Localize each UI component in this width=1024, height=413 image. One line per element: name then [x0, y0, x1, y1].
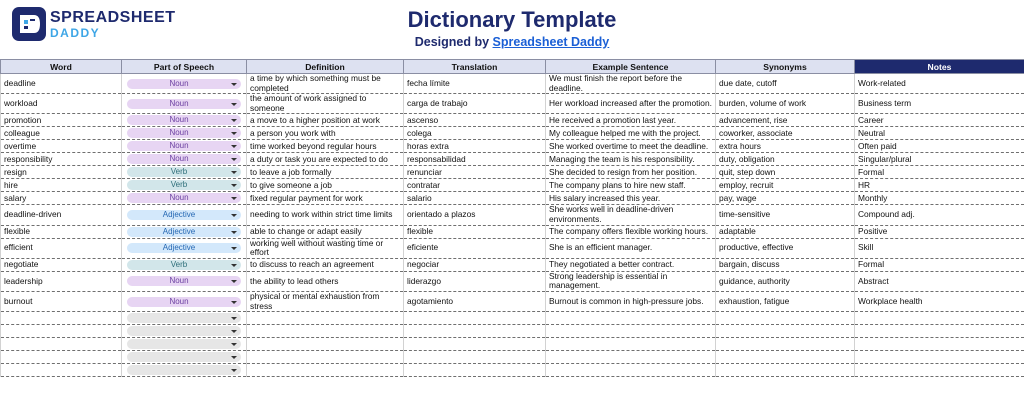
cell-word[interactable]: overtime: [1, 140, 122, 153]
empty-cell-example[interactable]: [546, 351, 716, 364]
cell-notes[interactable]: Monthly: [855, 192, 1024, 205]
part-of-speech-chip[interactable]: [127, 227, 241, 237]
cell-notes[interactable]: Often paid: [855, 140, 1024, 153]
dropdown-caret-icon[interactable]: [231, 356, 237, 359]
cell-part-of-speech[interactable]: [122, 205, 247, 225]
dropdown-caret-icon[interactable]: [231, 369, 237, 372]
cell-example[interactable]: My colleague helped me with the project.: [546, 127, 716, 140]
cell-part-of-speech[interactable]: [122, 94, 247, 114]
dropdown-caret-icon[interactable]: [231, 171, 237, 174]
column-header-notes[interactable]: Notes: [855, 60, 1024, 74]
cell-part-of-speech[interactable]: [122, 192, 247, 205]
empty-cell-synonyms[interactable]: [716, 351, 855, 364]
cell-translation[interactable]: negociar: [404, 258, 546, 271]
subtitle-prefix: Designed by: [414, 35, 493, 49]
cell-part-of-speech[interactable]: [122, 74, 247, 94]
empty-cell-synonyms[interactable]: [716, 325, 855, 338]
cell-word[interactable]: hire: [1, 179, 122, 192]
empty-table-row: [1, 351, 1024, 364]
part-of-speech-dropdown[interactable]: [127, 352, 241, 362]
cell-translation[interactable]: carga de trabajo: [404, 94, 546, 114]
cell-example[interactable]: His salary increased this year.: [546, 192, 716, 205]
cell-notes[interactable]: Singular/plural: [855, 153, 1024, 166]
cell-translation[interactable]: fecha límite: [404, 74, 546, 94]
part-of-speech-chip[interactable]: [127, 141, 241, 151]
cell-example[interactable]: Strong leadership is essential in management.: [546, 271, 716, 291]
dropdown-caret-icon[interactable]: [231, 343, 237, 346]
cell-notes[interactable]: Neutral: [855, 127, 1024, 140]
part-of-speech-label: Noun: [169, 78, 189, 88]
part-of-speech-dropdown[interactable]: [127, 339, 241, 349]
table-row: [1, 140, 1024, 153]
spreadsheet-daddy-link[interactable]: Spreadsheet Daddy: [492, 35, 610, 49]
empty-cell-notes[interactable]: [855, 312, 1024, 325]
empty-cell-word[interactable]: [1, 312, 122, 325]
page-subtitle: [0, 35, 1024, 49]
cell-translation[interactable]: renunciar: [404, 166, 546, 179]
cell-definition[interactable]: needing to work within strict time limits: [247, 205, 404, 225]
cell-example[interactable]: Burnout is common in high-pressure jobs.: [546, 291, 716, 311]
cell-translation[interactable]: orientado a plazos: [404, 205, 546, 225]
empty-cell-example[interactable]: [546, 325, 716, 338]
cell-part-of-speech[interactable]: [122, 153, 247, 166]
cell-word[interactable]: resign: [1, 166, 122, 179]
cell-translation[interactable]: eficiente: [404, 238, 546, 258]
part-of-speech-label: Noun: [169, 154, 189, 164]
cell-word[interactable]: efficient: [1, 238, 122, 258]
cell-synonyms[interactable]: coworker, associate: [716, 127, 855, 140]
empty-cell-word[interactable]: [1, 338, 122, 351]
empty-cell-example[interactable]: [546, 338, 716, 351]
part-of-speech-chip[interactable]: [127, 243, 241, 253]
cell-example[interactable]: The company offers flexible working hours.: [546, 225, 716, 238]
cell-notes[interactable]: Business term: [855, 94, 1024, 114]
cell-word[interactable]: colleague: [1, 127, 122, 140]
cell-word[interactable]: burnout: [1, 291, 122, 311]
empty-cell-definition[interactable]: [247, 325, 404, 338]
part-of-speech-dropdown[interactable]: [127, 365, 241, 375]
dropdown-caret-icon[interactable]: [231, 197, 237, 200]
cell-notes[interactable]: Formal: [855, 166, 1024, 179]
part-of-speech-label: Noun: [169, 98, 189, 108]
column-header-part-of-speech[interactable]: Part of Speech: [122, 60, 247, 74]
cell-synonyms[interactable]: due date, cutoff: [716, 74, 855, 94]
template-header: [0, 0, 1024, 58]
cell-notes[interactable]: Abstract: [855, 271, 1024, 291]
cell-part-of-speech[interactable]: [122, 140, 247, 153]
table-row: [1, 258, 1024, 271]
dropdown-caret-icon[interactable]: [231, 158, 237, 161]
header-row: [1, 60, 1024, 74]
empty-cell-definition[interactable]: [247, 364, 404, 377]
empty-cell-translation[interactable]: [404, 325, 546, 338]
cell-example[interactable]: Managing the team is his responsibility.: [546, 153, 716, 166]
part-of-speech-chip[interactable]: [127, 128, 241, 138]
empty-table-row: [1, 364, 1024, 377]
empty-cell-pos[interactable]: [122, 351, 247, 364]
table-row: [1, 166, 1024, 179]
table-row: [1, 291, 1024, 311]
empty-cell-translation[interactable]: [404, 338, 546, 351]
cell-definition[interactable]: a time by which something must be completed: [247, 74, 404, 94]
empty-cell-synonyms[interactable]: [716, 338, 855, 351]
cell-definition[interactable]: time worked beyond regular hours: [247, 140, 404, 153]
dropdown-caret-icon[interactable]: [231, 247, 237, 250]
column-header-definition[interactable]: Definition: [247, 60, 404, 74]
empty-cell-word[interactable]: [1, 351, 122, 364]
empty-cell-translation[interactable]: [404, 351, 546, 364]
part-of-speech-label: Noun: [169, 128, 189, 138]
cell-notes[interactable]: Workplace health: [855, 291, 1024, 311]
table-row: [1, 225, 1024, 238]
empty-table-row: [1, 312, 1024, 325]
table-row: [1, 205, 1024, 225]
cell-definition[interactable]: to discuss to reach an agreement: [247, 258, 404, 271]
cell-word[interactable]: flexible: [1, 225, 122, 238]
cell-synonyms[interactable]: employ, recruit: [716, 179, 855, 192]
cell-word[interactable]: responsibility: [1, 153, 122, 166]
dropdown-caret-icon[interactable]: [231, 317, 237, 320]
empty-cell-word[interactable]: [1, 325, 122, 338]
column-header-synonyms[interactable]: Synonyms: [716, 60, 855, 74]
cell-part-of-speech[interactable]: [122, 271, 247, 291]
part-of-speech-label: Adjective: [162, 243, 196, 253]
part-of-speech-chip[interactable]: [127, 193, 241, 203]
part-of-speech-chip[interactable]: [127, 79, 241, 89]
dictionary-table: [0, 59, 1024, 377]
part-of-speech-chip[interactable]: [127, 260, 241, 270]
dropdown-caret-icon[interactable]: [231, 132, 237, 135]
cell-notes[interactable]: Formal: [855, 258, 1024, 271]
cell-synonyms[interactable]: guidance, authority: [716, 271, 855, 291]
cell-definition[interactable]: a person you work with: [247, 127, 404, 140]
cell-definition[interactable]: to leave a job formally: [247, 166, 404, 179]
table-row: [1, 179, 1024, 192]
cell-synonyms[interactable]: adaptable: [716, 225, 855, 238]
dropdown-caret-icon[interactable]: [231, 119, 237, 122]
cell-part-of-speech[interactable]: [122, 238, 247, 258]
logo-wordmark-top: SPREADSHEET: [50, 9, 176, 26]
cell-synonyms[interactable]: burden, volume of work: [716, 94, 855, 114]
empty-cell-definition[interactable]: [247, 351, 404, 364]
cell-definition[interactable]: the amount of work assigned to someone: [247, 94, 404, 114]
cell-definition[interactable]: fixed regular payment for work: [247, 192, 404, 205]
cell-definition[interactable]: the ability to lead others: [247, 271, 404, 291]
dropdown-caret-icon[interactable]: [231, 145, 237, 148]
cell-part-of-speech[interactable]: [122, 179, 247, 192]
cell-part-of-speech[interactable]: [122, 166, 247, 179]
cell-part-of-speech[interactable]: [122, 291, 247, 311]
cell-word[interactable]: workload: [1, 94, 122, 114]
part-of-speech-chip[interactable]: [127, 154, 241, 164]
part-of-speech-chip[interactable]: [127, 297, 241, 307]
cell-translation[interactable]: horas extra: [404, 140, 546, 153]
cell-part-of-speech[interactable]: [122, 114, 247, 127]
empty-cell-notes[interactable]: [855, 364, 1024, 377]
empty-cell-pos[interactable]: [122, 325, 247, 338]
part-of-speech-chip[interactable]: [127, 210, 241, 220]
part-of-speech-chip[interactable]: [127, 167, 241, 177]
cell-translation[interactable]: responsabilidad: [404, 153, 546, 166]
part-of-speech-label: Noun: [169, 115, 189, 125]
cell-example[interactable]: They negotiated a better contract.: [546, 258, 716, 271]
table-row: [1, 127, 1024, 140]
empty-cell-synonyms[interactable]: [716, 312, 855, 325]
dropdown-caret-icon[interactable]: [231, 280, 237, 283]
part-of-speech-label: Verb: [170, 167, 188, 177]
cell-synonyms[interactable]: productive, effective: [716, 238, 855, 258]
part-of-speech-label: Verb: [170, 180, 188, 190]
cell-example[interactable]: She worked overtime to meet the deadline.: [546, 140, 716, 153]
cell-synonyms[interactable]: advancement, rise: [716, 114, 855, 127]
dropdown-caret-icon[interactable]: [231, 264, 237, 267]
part-of-speech-label: Noun: [169, 276, 189, 286]
cell-notes[interactable]: Career: [855, 114, 1024, 127]
part-of-speech-label: Verb: [170, 259, 188, 269]
empty-cell-word[interactable]: [1, 364, 122, 377]
cell-notes[interactable]: Work-related: [855, 74, 1024, 94]
part-of-speech-label: Noun: [169, 141, 189, 151]
cell-word[interactable]: salary: [1, 192, 122, 205]
empty-table-row: [1, 338, 1024, 351]
part-of-speech-chip[interactable]: [127, 180, 241, 190]
part-of-speech-label: Noun: [169, 193, 189, 203]
column-header-example-sentence[interactable]: Example Sentence: [546, 60, 716, 74]
column-header-translation[interactable]: Translation: [404, 60, 546, 74]
empty-cell-translation[interactable]: [404, 364, 546, 377]
cell-definition[interactable]: a move to a higher position at work: [247, 114, 404, 127]
table-row: [1, 94, 1024, 114]
cell-word[interactable]: negotiate: [1, 258, 122, 271]
column-header-word[interactable]: Word: [1, 60, 122, 74]
table-row: [1, 271, 1024, 291]
cell-word[interactable]: deadline: [1, 74, 122, 94]
cell-word[interactable]: leadership: [1, 271, 122, 291]
cell-synonyms[interactable]: quit, step down: [716, 166, 855, 179]
part-of-speech-chip[interactable]: [127, 115, 241, 125]
part-of-speech-dropdown[interactable]: [127, 326, 241, 336]
part-of-speech-label: Noun: [169, 296, 189, 306]
cell-definition[interactable]: to give someone a job: [247, 179, 404, 192]
cell-notes[interactable]: Skill: [855, 238, 1024, 258]
cell-notes[interactable]: Compound adj.: [855, 205, 1024, 225]
cell-synonyms[interactable]: bargain, discuss: [716, 258, 855, 271]
cell-example[interactable]: The company plans to hire new staff.: [546, 179, 716, 192]
logo-wordmark-bottom: DADDY: [50, 26, 101, 40]
table-row: [1, 238, 1024, 258]
cell-example[interactable]: She decided to resign from her position.: [546, 166, 716, 179]
cell-part-of-speech[interactable]: [122, 225, 247, 238]
empty-cell-pos[interactable]: [122, 364, 247, 377]
cell-part-of-speech[interactable]: [122, 127, 247, 140]
empty-cell-definition[interactable]: [247, 338, 404, 351]
cell-synonyms[interactable]: time-sensitive: [716, 205, 855, 225]
table-row: [1, 114, 1024, 127]
cell-notes[interactable]: Positive: [855, 225, 1024, 238]
cell-example[interactable]: She is an efficient manager.: [546, 238, 716, 258]
cell-synonyms[interactable]: duty, obligation: [716, 153, 855, 166]
cell-translation[interactable]: ascenso: [404, 114, 546, 127]
page-title: Dictionary Template: [407, 7, 617, 32]
cell-word[interactable]: deadline-driven: [1, 205, 122, 225]
cell-definition[interactable]: a duty or task you are expected to do: [247, 153, 404, 166]
dropdown-caret-icon[interactable]: [231, 83, 237, 86]
empty-table-row: [1, 325, 1024, 338]
cell-example[interactable]: He received a promotion last year.: [546, 114, 716, 127]
cell-example[interactable]: Her workload increased after the promotion.: [546, 94, 716, 114]
empty-cell-definition[interactable]: [247, 312, 404, 325]
cell-definition[interactable]: working well without wasting time or effort: [247, 238, 404, 258]
table-row: [1, 153, 1024, 166]
cell-translation[interactable]: agotamiento: [404, 291, 546, 311]
cell-example[interactable]: We must finish the report before the deadline.: [546, 74, 716, 94]
table-row: [1, 192, 1024, 205]
part-of-speech-dropdown[interactable]: [127, 313, 241, 323]
empty-cell-pos[interactable]: [122, 312, 247, 325]
empty-cell-notes[interactable]: [855, 325, 1024, 338]
empty-cell-synonyms[interactable]: [716, 364, 855, 377]
empty-cell-example[interactable]: [546, 312, 716, 325]
empty-cell-notes[interactable]: [855, 338, 1024, 351]
cell-word[interactable]: promotion: [1, 114, 122, 127]
cell-translation[interactable]: colega: [404, 127, 546, 140]
table-body: [1, 74, 1024, 377]
table-row: [1, 74, 1024, 94]
dropdown-caret-icon[interactable]: [231, 214, 237, 217]
empty-cell-notes[interactable]: [855, 351, 1024, 364]
cell-translation[interactable]: flexible: [404, 225, 546, 238]
dropdown-caret-icon[interactable]: [231, 231, 237, 234]
part-of-speech-label: Adjective: [162, 209, 196, 219]
cell-part-of-speech[interactable]: [122, 258, 247, 271]
cell-definition[interactable]: physical or mental exhaustion from stress: [247, 291, 404, 311]
part-of-speech-label: Adjective: [162, 226, 196, 236]
part-of-speech-chip[interactable]: [127, 99, 241, 109]
dropdown-caret-icon[interactable]: [231, 184, 237, 187]
dropdown-caret-icon[interactable]: [231, 330, 237, 333]
cell-translation[interactable]: liderazgo: [404, 271, 546, 291]
cell-synonyms[interactable]: pay, wage: [716, 192, 855, 205]
cell-example[interactable]: She works well in deadline-driven environments.: [546, 205, 716, 225]
cell-definition[interactable]: able to change or adapt easily: [247, 225, 404, 238]
cell-translation[interactable]: salario: [404, 192, 546, 205]
cell-synonyms[interactable]: exhaustion, fatigue: [716, 291, 855, 311]
empty-cell-example[interactable]: [546, 364, 716, 377]
empty-cell-pos[interactable]: [122, 338, 247, 351]
dropdown-caret-icon[interactable]: [231, 103, 237, 106]
dropdown-caret-icon[interactable]: [231, 301, 237, 304]
empty-cell-translation[interactable]: [404, 312, 546, 325]
part-of-speech-chip[interactable]: [127, 276, 241, 286]
cell-translation[interactable]: contratar: [404, 179, 546, 192]
cell-synonyms[interactable]: extra hours: [716, 140, 855, 153]
cell-notes[interactable]: HR: [855, 179, 1024, 192]
